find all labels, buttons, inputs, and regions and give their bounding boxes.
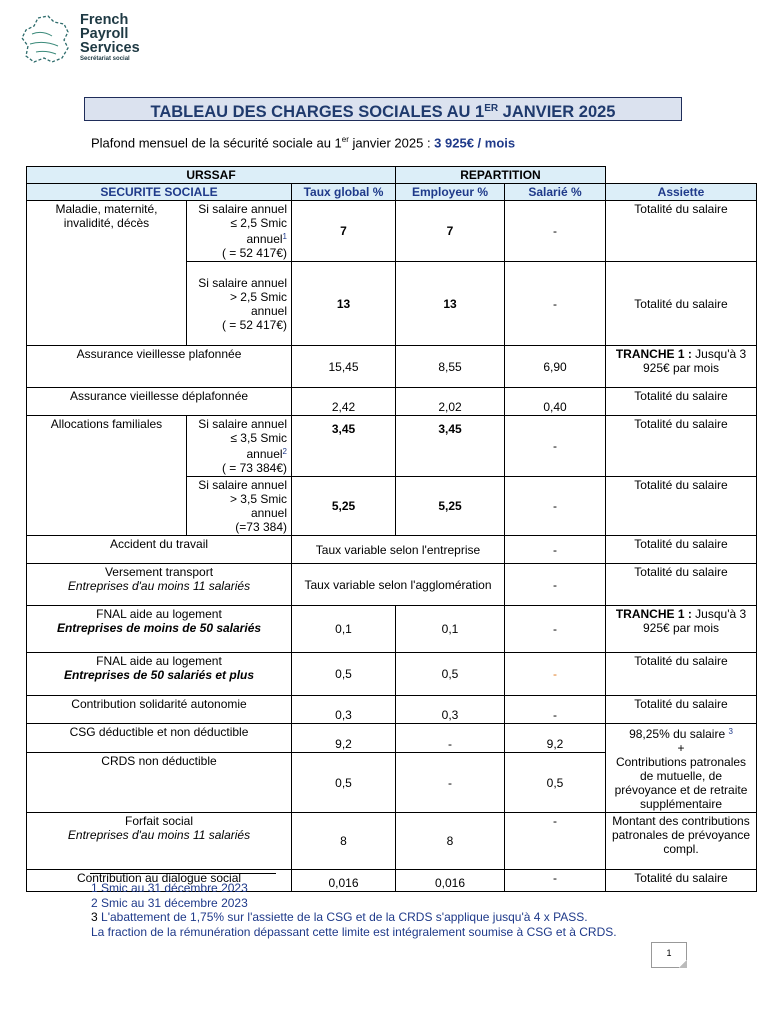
page-number: 1 [651,942,687,968]
row-sublabel: Si salaire annuel ≤ 2,5 Smic annuel$^1$ ( = 52 417€) [187,201,292,262]
france-map-icon [18,14,74,66]
footnote-4: La fraction de la rémunération dépassant cette limite est intégralement soumise à CSG et à CRDS. [91,924,617,939]
row-label: CSG déductible et non déductible [27,724,292,753]
row-label: Accident du travail [27,536,292,564]
footnote-2: 2 Smic au 31 décembre 2023 [91,895,248,910]
csg-assiette: 98,25% du salaire $^3$ + Contributions patronales de mutuelle, de prévoyance et de retraite supplémentaire [606,724,757,813]
table-row: Allocations familiales Si salaire annuel ≤ 3,5 Smic annuel$^2$ ( = 73 384€) 3,45 3,45 - Totalité du salaire [27,416,757,477]
footnotes [91,881,617,939]
row-sublabel: Si salaire annuel ≤ 3,5 Smic annuel$^2$ ( = 73 384€) [187,416,292,477]
table-row: Assurance vieillesse plafonnée 15,45 8,55 6,90 TRANCHE 1 : Jusqu'à 3 925€ par mois [27,346,757,388]
table-row: Versement transport Entreprises d'au moins 11 salariés Taux variable selon l'agglomération - Totalité du salaire [27,564,757,606]
header-salarie: Salarié % [505,184,606,201]
header-securite: SECURITE SOCIALE [27,184,292,201]
table-row: Maladie, maternité, invalidité, décès Si salaire annuel ≤ 2,5 Smic annuel$^1$ ( = 52 417€) 7 7 - Totalité du salaire [27,201,757,262]
table-row: Contribution au dialogue social 0,016 0,016 - Totalité du salaire [27,870,757,892]
row-label: Maladie, maternité, invalidité, décès [27,201,187,346]
header-assiette: Assiette [606,184,757,201]
row-label: Assurance vieillesse plafonnée [27,346,292,388]
plafond-value: 3 925€ / mois [434,135,516,151]
table-row: Accident du travail Taux variable selon l'entreprise - Totalité du salaire [27,536,757,564]
page-title: TABLEAU DES CHARGES SOCIALES AU 1ER JANVIER 2025 [150,103,616,121]
table-row: Assurance vieillesse déplafonnée 2,42 2,02 0,40 Totalité du salaire [27,388,757,416]
logo-subtitle: Secrétariat social [80,56,130,62]
logo-name: French Payroll Services [80,12,140,56]
row-label: Allocations familiales [27,416,187,536]
row-sublabel: Si salaire annuel > 2,5 Smic annuel ( = 52 417€) [187,262,292,346]
row-label: FNAL aide au logement Entreprises de 50 salariés et plus [27,653,292,696]
row-label: Contribution au dialogue social [27,870,292,892]
table-row: CRDS non déductible 0,5 - 0,5 [27,753,757,813]
row-label: Contribution solidarité autonomie [27,696,292,724]
header-employeur: Employeur % [396,184,505,201]
table-row: Contribution solidarité autonomie 0,3 0,3 - Totalité du salaire [27,696,757,724]
table-row: CSG déductible et non déductible 9,2 - 9,2 98,25% du salaire $^3$ + Contributions patronales de mutuelle, de prévoyance et de retraite supplémentaire [27,724,757,753]
table-row: Forfait social Entreprises d'au moins 11 salariés 8 8 - Montant des contributions patronales de prévoyance compl. [27,813,757,870]
table-row: FNAL aide au logement Entreprises de 50 salariés et plus 0,5 0,5 - Totalité du salaire [27,653,757,696]
row-sublabel: Si salaire annuel > 3,5 Smic annuel (=73 384) [187,477,292,536]
table-row: Si salaire annuel > 2,5 Smic annuel ( = 52 417€) 13 13 - Totalité du salaire [27,262,757,346]
row-label: Versement transport Entreprises d'au moins 11 salariés [27,564,292,606]
header-repartition: REPARTITION [396,167,606,184]
charges-table [26,166,757,892]
header-urssaf: URSSAF [27,167,396,184]
row-label: Forfait social Entreprises d'au moins 11 salariés [27,813,292,870]
footnote-3: 3 L'abattement de 1,75% sur l'assiette de la CSG et de la CRDS s'applique jusqu'à 4 x PASS. [91,910,588,924]
title-box [84,97,682,121]
plafond-line: Plafond mensuel de la sécurité sociale au 1er janvier 2025 : 3 925€ / mois [91,135,516,151]
table-row: FNAL aide au logement Entreprises de moins de 50 salariés 0,1 0,1 - TRANCHE 1 : Jusqu'à 3 925€ par mois [27,606,757,653]
company-logo [18,12,158,70]
row-label: Assurance vieillesse déplafonnée [27,388,292,416]
row-label: CRDS non déductible [27,753,292,813]
header-taux: Taux global % [292,184,396,201]
footnote-divider [90,873,276,874]
row-label: FNAL aide au logement Entreprises de moins de 50 salariés [27,606,292,653]
table-row: Si salaire annuel > 3,5 Smic annuel (=73 384) 5,25 5,25 - Totalité du salaire [27,477,757,536]
footnote-1: 1 Smic au 31 décembre 2023 [91,881,248,895]
